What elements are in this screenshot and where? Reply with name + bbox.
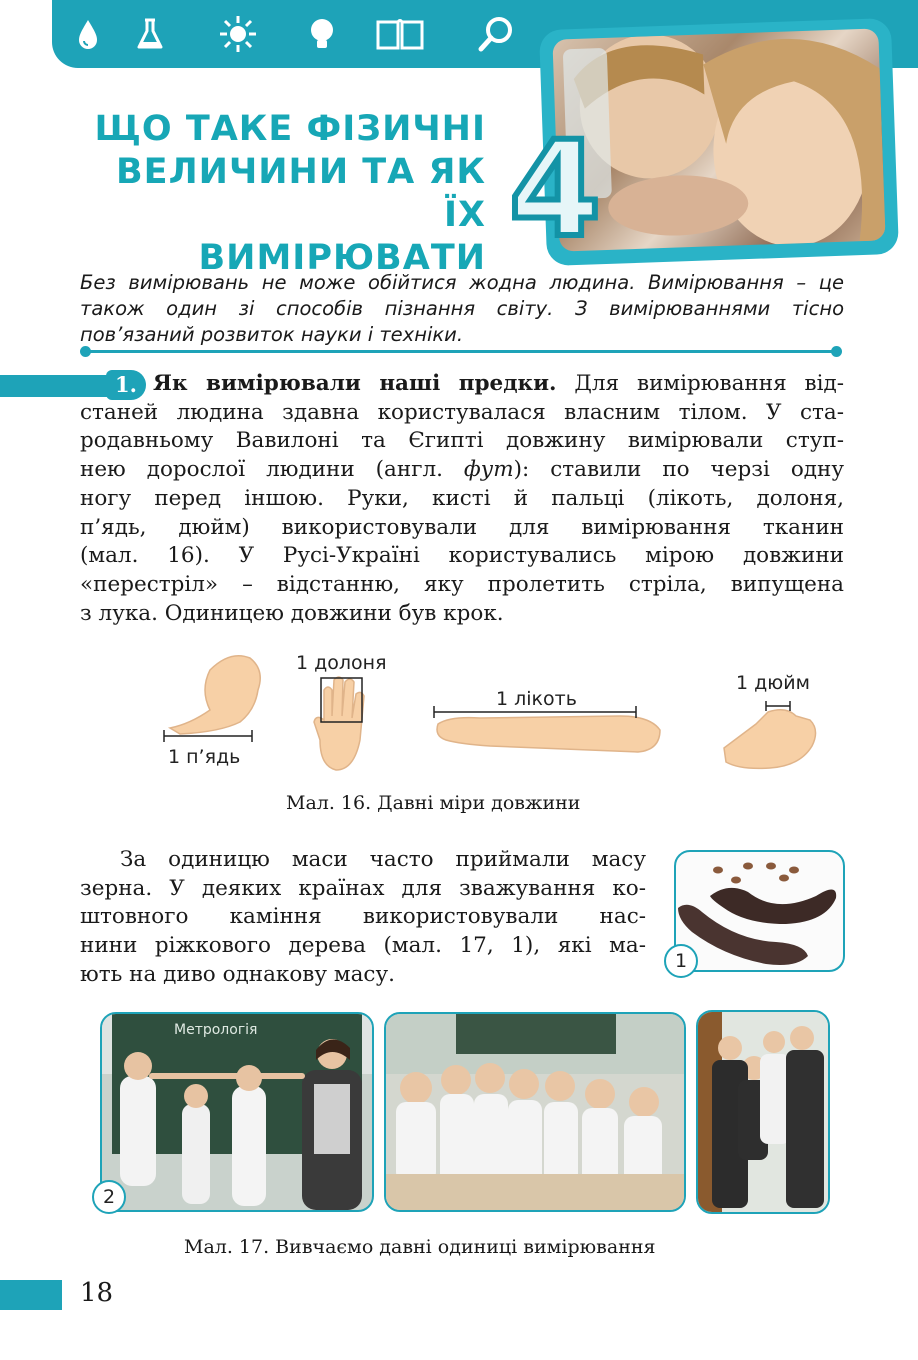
title-line: ВИМІРЮВАТИ: [198, 238, 486, 278]
magnifier-icon: [476, 14, 516, 54]
paragraph-line: нини ріжкового дерева (мал. 17, 1), які ма-: [80, 933, 646, 959]
section-2-paragraph: [80, 846, 646, 990]
classroom-photo-2: [384, 1012, 686, 1212]
section-1-paragraph: [80, 370, 844, 628]
paragraph-line: з лука. Одиницею довжини був крок.: [80, 600, 504, 626]
paragraph-line: зерна. У деяких країнах для зважування ко-: [80, 875, 646, 901]
paragraph-line: штовного каміння використовували нас-: [80, 904, 646, 930]
paragraph-line: станей людина здавна користувалася власним тілом. У ста-: [80, 399, 844, 425]
page-number-accent: [0, 1280, 62, 1310]
section-heading: Як вимірювали наші предки.: [153, 371, 557, 396]
photo-number-1: 1: [664, 944, 698, 978]
title-line: ЩО ТАКЕ ФІЗИЧНІ: [94, 109, 486, 149]
paragraph-line: ють на диво однакову масу.: [80, 961, 395, 987]
intro-line: Без вимірювань не може обійтися жодна людина. Вимірювання – це: [80, 271, 844, 294]
divider: [86, 350, 836, 353]
thumb-hand-illustration: [724, 701, 816, 768]
book-icon: [374, 14, 426, 54]
intro-line: також один зі способів пізнання світу. З вимірюваннями тісно: [80, 297, 844, 320]
flask-icon: [130, 14, 170, 54]
section-number-badge: 1.: [106, 370, 146, 400]
forearm-illustration: [434, 706, 660, 752]
page-title: [70, 108, 486, 280]
lightbulb-icon: [302, 14, 342, 54]
classroom-photo-3: [696, 1010, 830, 1214]
title-line: ВЕЛИЧИНИ ТА ЯК ЇХ: [116, 152, 486, 235]
paragraph-line: За одиницю маси часто приймали масу: [120, 847, 646, 872]
divider-dot: [80, 346, 91, 357]
label-palm: 1 долоня: [296, 652, 387, 674]
carob-seeds-photo: [674, 850, 845, 972]
sun-icon: [218, 14, 258, 54]
paragraph-line: родавньому Вавилоні та Єгипті довжину вимірювали ступ-: [80, 428, 844, 454]
chapter-number: 4: [509, 113, 601, 267]
term-foot: фут: [463, 457, 514, 483]
paragraph-line: «перестріл» – відстанню, яку пролетить стріла, випущена: [80, 571, 844, 597]
label-inch: 1 дюйм: [736, 672, 810, 694]
label-span: 1 п’ядь: [168, 746, 241, 768]
students-at-blackboard-illustration: [102, 1014, 372, 1210]
label-elbow: 1 лікоть: [496, 688, 577, 710]
figure-16-illustration: [150, 640, 830, 780]
paragraph-line: (мал. 16). У Русі-Україні користувались мірою довжини: [80, 543, 844, 569]
drop-icon: [68, 14, 108, 54]
intro-text: [80, 270, 844, 348]
page-number: 18: [80, 1278, 114, 1308]
photo-number-2: 2: [92, 1180, 126, 1214]
classroom-photo-1: [100, 1012, 374, 1212]
paragraph-line: п’ядь, дюйм) використовували для вимірювання тканин: [80, 514, 844, 540]
figure-17-caption: Мал. 17. Вивчаємо давні одиниці вимірювання: [184, 1236, 656, 1258]
intro-line: пов’язаний розвиток науки і техніки.: [80, 323, 464, 346]
students-in-line-illustration: [698, 1012, 828, 1212]
span-hand-illustration: [164, 656, 260, 742]
paragraph-line: нею дорослої людини (англ. фут): ставили по черзі одну: [80, 457, 844, 483]
paragraph-line: ногу перед іншою. Руки, кисті й пальці (лікоть, долоня,: [80, 485, 844, 511]
palm-hand-illustration: [314, 677, 364, 770]
figure-16-caption: Мал. 16. Давні міри довжини: [286, 792, 581, 814]
divider-dot: [831, 346, 842, 357]
carob-pods-illustration: [676, 852, 843, 970]
board-text: Метрологія: [174, 1022, 258, 1038]
paragraph-line: Як вимірювали наші предки. Для вимірювання від-: [153, 371, 844, 396]
students-at-desk-illustration: [386, 1014, 684, 1210]
